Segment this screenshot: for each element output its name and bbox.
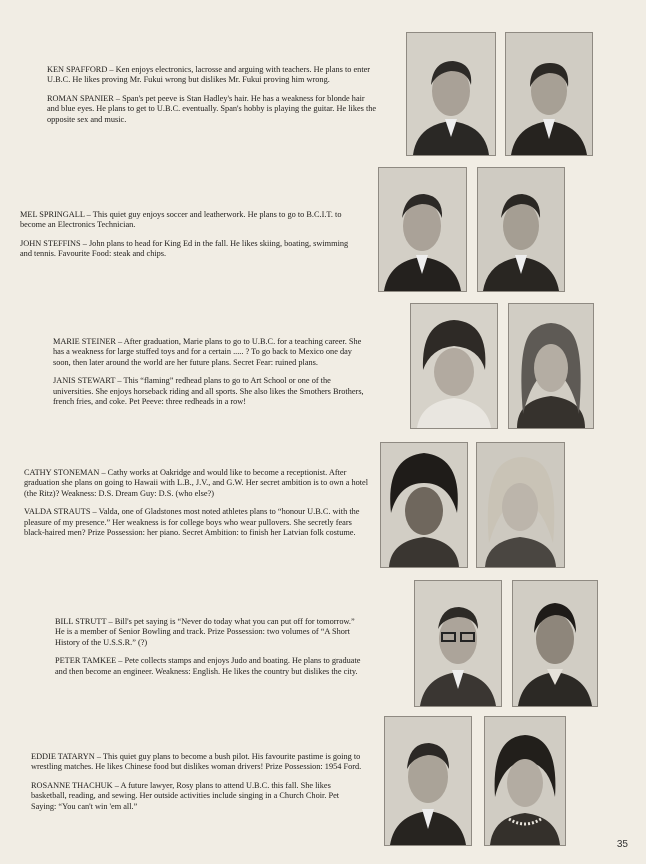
portrait-photo (384, 716, 472, 846)
portrait-male-glasses-icon (415, 581, 501, 706)
student-name: ROMAN SPANIER (47, 93, 114, 103)
portrait-photo (378, 167, 467, 292)
portrait-photo (476, 442, 565, 568)
student-description: After graduation, Marie plans to go to U.B.C. for a teaching career. She has a weakness for large stuffed toys and for a certain ..... ? To go back to Mexico one day soon, then later around the world are her future plans. Secret Fear: ruined plans. (53, 337, 362, 367)
student-name: JANIS STEWART (53, 376, 116, 386)
text-group-1 (47, 65, 377, 133)
student-name: VALDA STRAUTS (24, 507, 91, 517)
page-number: 35 (616, 839, 628, 850)
student-description: Cathy works at Oakridge and would like to become a receptionist. After graduation she plans on going to Hawaii with L.B., J.V., and G.W. Her secret ambition is to own a hotel (the Ritz)? Weakness: D.S. Dream Guy: D.S. (who else?) (24, 468, 369, 498)
portrait-female-icon (485, 717, 565, 845)
student-bio: MARIE STEINER – After graduation, Marie plans to go to U.B.C. for a teaching career. She has a weakness for large stuffed toys and for a certain ..... ? To go back to Mexico one day soon, then later around the world are her future plans. Secret Fear: ruined plans. (53, 337, 362, 367)
student-description: Span's pet peeve is Stan Hadley's hair. He has a weakness for blonde hair and blue eyes. He plans to get to U.B.C. eventually. Span's hobby is playing the guitar. He likes the opposite sex and music. (47, 93, 377, 124)
student-name: PETER TAMKEE (55, 656, 117, 666)
portrait-female-icon (509, 304, 593, 428)
student-name: MEL SPRINGALL (20, 210, 85, 219)
student-bio: VALDA STRAUTS – Valda, one of Gladstones most noted athletes plans to “honour U.B.C. with the pleasure of my presence.” Her weakness is for college boys who wear pullovers. She secretly fears black-haired men? Prize Possession: her piano. Secret Ambition: to finish her Latvian folk costume. (24, 507, 360, 538)
student-name: MARIE STEINER (53, 337, 116, 346)
portrait-male-icon (513, 581, 597, 706)
student-bio: JANIS STEWART – This “flaming” redhead plans to go to Art School or one of the universities. She enjoys horseback riding and all sports. She also likes the Smothers Brothers, french fries, and coke. Pet Peeve: three redheads in a row! (53, 376, 364, 407)
student-bio: ROMAN SPANIER – Span's pet peeve is Stan Hadley's hair. He has a weakness for blonde hair and blue eyes. He plans to get to U.B.C. eventually. Span's hobby is playing the guitar. He likes the opposite sex and music. (47, 93, 377, 124)
portrait-photo (484, 716, 566, 846)
portrait-male-icon (478, 168, 564, 291)
student-description: Ken enjoys electronics, lacrosse and arguing with teachers. He plans to enter U.B.C. He likes proving Mr. Fukui wrong but dislikes Mr. Fukui proving him wrong. (47, 65, 371, 85)
portrait-male-icon (385, 717, 471, 845)
student-name: BILL STRUTT (55, 617, 107, 626)
student-bio: PETER TAMKEE – Pete collects stamps and enjoys Judo and boating. He plans to graduate and then become an engineer. Weakness: English. He likes the country but dislikes the city. (55, 656, 361, 676)
student-name: KEN SPAFFORD (47, 65, 108, 74)
student-bio: ROSANNE THACHUK – A future lawyer, Rosy plans to attend U.B.C. this fall. She likes basketball, reading, and sewing. Her outside activities include singing in a Church Choir. Pet Saying: “You can't win 'em all.” (31, 780, 340, 811)
portrait-photo (414, 580, 502, 707)
student-description: Pete collects stamps and enjoys Judo and boating. He plans to graduate and then become an engineer. Weakness: English. He likes the country but dislikes the city. (55, 656, 361, 676)
text-group-3 (53, 337, 365, 415)
portrait-female-icon (477, 443, 564, 567)
portrait-photo (380, 442, 468, 568)
student-description: A future lawyer, Rosy plans to attend U.B.C. this fall. She likes basketball, reading, and sewing. Her outside activities include singing in a Church Choir. Pet Saying: “You can't win 'em all.” (31, 780, 340, 811)
portrait-photo (406, 32, 496, 156)
student-description: This quiet guy enjoys soccer and leatherwork. He plans to go to B.C.I.T. to become an Electronics Technician. (20, 210, 342, 230)
student-name: EDDIE TATARYN (31, 752, 95, 761)
student-description: Bill's pet saying is “Never do today what you can put off for tomorrow.” He is a member of Senior Bowling and track. Prize Possession: two volumes of “A Short History of the U.S.S.R.” (?) (55, 617, 355, 647)
student-bio: BILL STRUTT – Bill's pet saying is “Never do today what you can put off for tomorrow.” He is a member of Senior Bowling and track. Prize Possession: two volumes of “A Short History of the U.S.S.R.” (?) (55, 617, 355, 647)
portrait-photo (477, 167, 565, 292)
portrait-male-icon (407, 33, 495, 155)
student-description: John plans to head for King Ed in the fall. He likes skiing, boating, swimming and tennis. Favourite Food: steak and chips. (20, 238, 349, 259)
student-name: JOHN STEFFINS (20, 238, 81, 248)
portrait-photo (410, 303, 498, 429)
student-name: ROSANNE THACHUK (31, 780, 113, 790)
portrait-female-icon (381, 443, 467, 567)
text-group-5 (55, 617, 363, 685)
portrait-photo (508, 303, 594, 429)
portrait-male-icon (506, 33, 592, 155)
text-group-4 (24, 468, 369, 546)
student-bio: KEN SPAFFORD – Ken enjoys electronics, lacrosse and arguing with teachers. He plans to enter U.B.C. He likes proving Mr. Fukui wrong but dislikes Mr. Fukui proving him wrong. (47, 65, 371, 85)
portrait-male-icon (379, 168, 466, 291)
portrait-female-icon (411, 304, 497, 428)
student-description: This “flaming” redhead plans to go to Art School or one of the universities. She enjoys horseback riding and all sports. She also likes the Smothers Brothers, french fries, and coke. Pet Peeve: three redheads in a row! (53, 376, 364, 407)
student-bio: EDDIE TATARYN – This quiet guy plans to become a bush pilot. His favourite pastime is going to wrestling matches. He likes Chinese food but dislikes woman drivers! Prize Possession: 1954 Ford. (31, 752, 362, 772)
student-bio: JOHN STEFFINS – John plans to head for King Ed in the fall. He likes skiing, boating, swimming and tennis. Favourite Food: steak and chips. (20, 238, 349, 259)
student-bio: MEL SPRINGALL – This quiet guy enjoys soccer and leatherwork. He plans to go to B.C.I.T. to become an Electronics Technician. (20, 210, 342, 230)
student-description: Valda, one of Gladstones most noted athletes plans to “honour U.B.C. with the pleasure of my presence.” Her weakness is for college boys who wear pullovers. She secretly fears black-haired men? Prize Possession: her piano. Secret Ambition: to finish her Latvian folk costume. (24, 507, 360, 538)
text-group-6 (31, 752, 366, 820)
student-bio: CATHY STONEMAN – Cathy works at Oakridge and would like to become a receptionist. After graduation she plans on going to Hawaii with L.B., J.V., and G.W. Her secret ambition is to own a hotel (the Ritz)? Weakness: D.S. Dream Guy: D.S. (who else?) (24, 468, 369, 498)
student-description: This quiet guy plans to become a bush pilot. His favourite pastime is going to wrestling matches. He likes Chinese food but dislikes woman drivers! Prize Possession: 1954 Ford. (31, 752, 362, 772)
text-group-2 (20, 210, 360, 268)
student-name: CATHY STONEMAN (24, 468, 100, 477)
portrait-photo (505, 32, 593, 156)
portrait-photo (512, 580, 598, 707)
